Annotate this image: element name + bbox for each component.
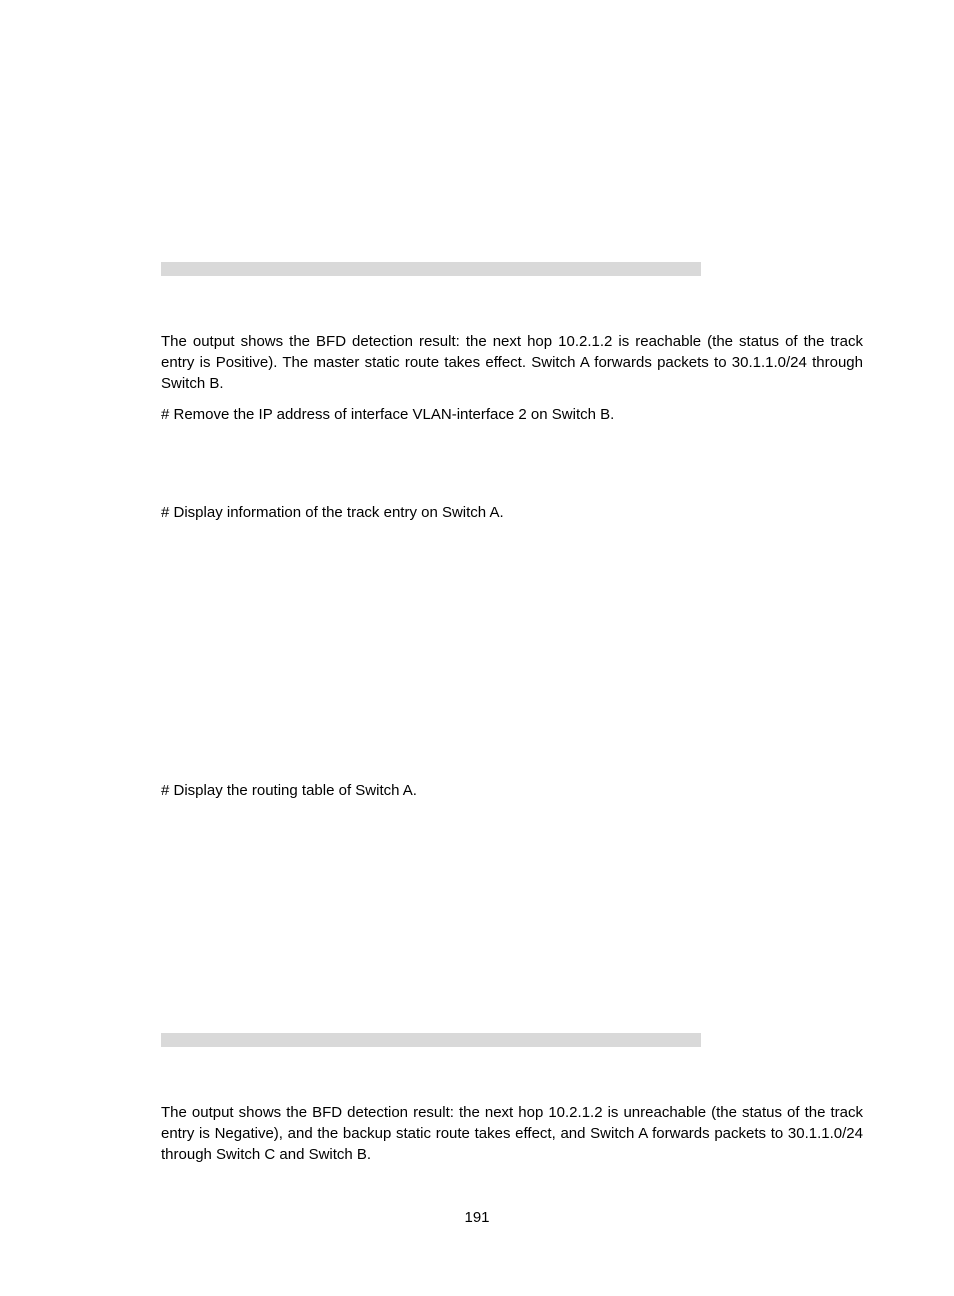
- paragraph-display-track-instruction: # Display information of the track entry on Switch A.: [161, 504, 504, 521]
- paragraph-negative-result: The output shows the BFD detection result: the next hop 10.2.1.2 is unreachable (the status of the track entry is Negative), and the backup static route takes effect, and Switch A forwards packets to 30.1.1.0/24 through Switch C and Switch B.: [161, 1104, 863, 1163]
- paragraph-remove-ip-instruction: # Remove the IP address of interface VLAN-interface 2 on Switch B.: [161, 406, 615, 423]
- paragraph-display-routing-instruction: # Display the routing table of Switch A.: [161, 782, 417, 799]
- shaded-highlight-bar-bottom: [161, 1033, 701, 1047]
- shaded-highlight-bar-top: [161, 262, 701, 276]
- page-number: 191: [464, 1209, 490, 1226]
- paragraph-positive-result: The output shows the BFD detection result: the next hop 10.2.1.2 is reachable (the status of the track entry is Positive). The master static route takes effect. Switch A forwards packets to 30.1.1.0/24 through Switch B.: [161, 333, 863, 392]
